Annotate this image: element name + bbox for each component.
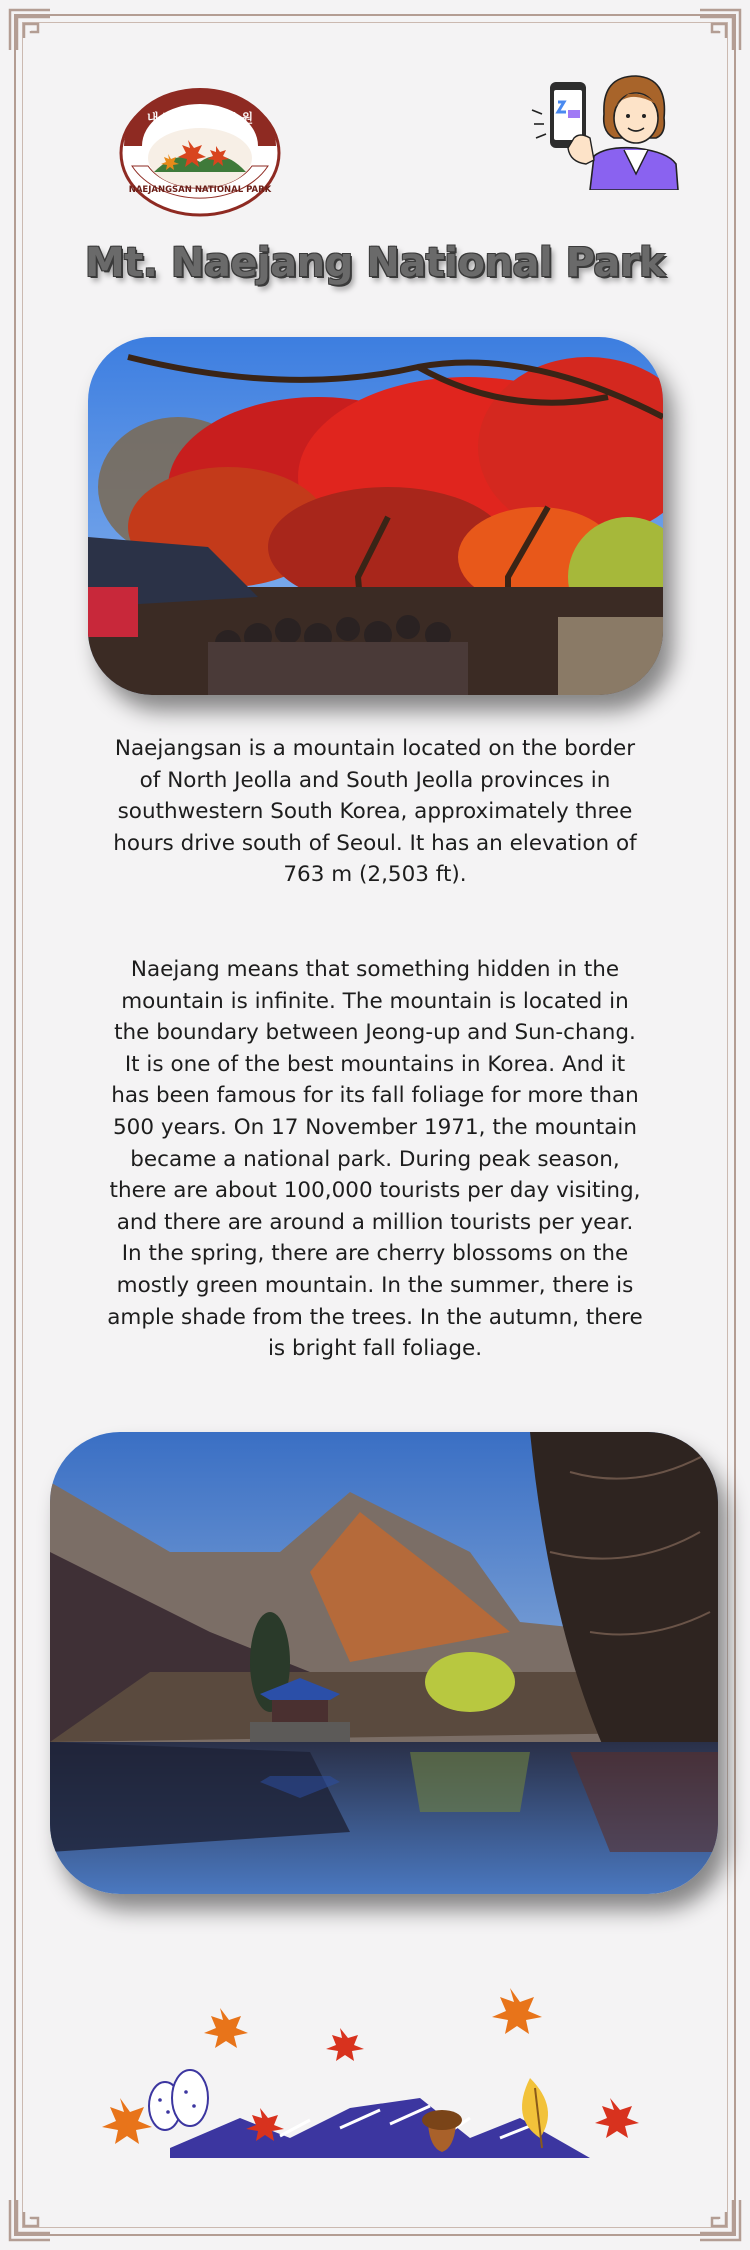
- autumn-leaves-acorn-mountain-illustration: [90, 1988, 670, 2198]
- autumn-maple-trail-photo: [88, 337, 663, 695]
- corner-ornament: [698, 2198, 742, 2242]
- history-paragraph: Naejang means that something hidden in the mountain is infinite. The mountain is located in the boundary between Jeong-up and Sun-chang. It is one of the best mountains in Korea. And it has been famous for its fall foliage for more than 500 years. On 17 November 1971, the mountain became a national park. During peak season, there are about 100,000 tourists per day visiting, and there are around a million tourists per year. In the spring, there are cherry blossoms on the mostly green mountain. In the summer, there is ample shade from the trees. In the autumn, there is bright fall foliage.: [107, 957, 643, 1362]
- park-logo-emblem: [118, 88, 282, 218]
- lake-pavilion-reflection-photo: [50, 1432, 718, 1894]
- svg-text:내 장 산 국 립 공 원: 내 장 산 국 립 공 원: [146, 111, 254, 125]
- corner-ornament: [698, 8, 742, 52]
- svg-text:NAEJANGSAN NATIONAL PARK: NAEJANGSAN NATIONAL PARK: [128, 185, 272, 195]
- page-title: Mt. Naejang National Park: [84, 240, 666, 286]
- intro-paragraph: Naejangsan is a mountain located on the border of North Jeolla and South Jeolla provinces in southwestern South Korea, approximately three hours drive south of Seoul. It has an elevation of 763 m (2,503 ft).: [113, 736, 637, 888]
- corner-ornament: [8, 8, 52, 52]
- corner-ornament: [8, 2198, 52, 2242]
- guide-mascot-illustration: [528, 68, 680, 190]
